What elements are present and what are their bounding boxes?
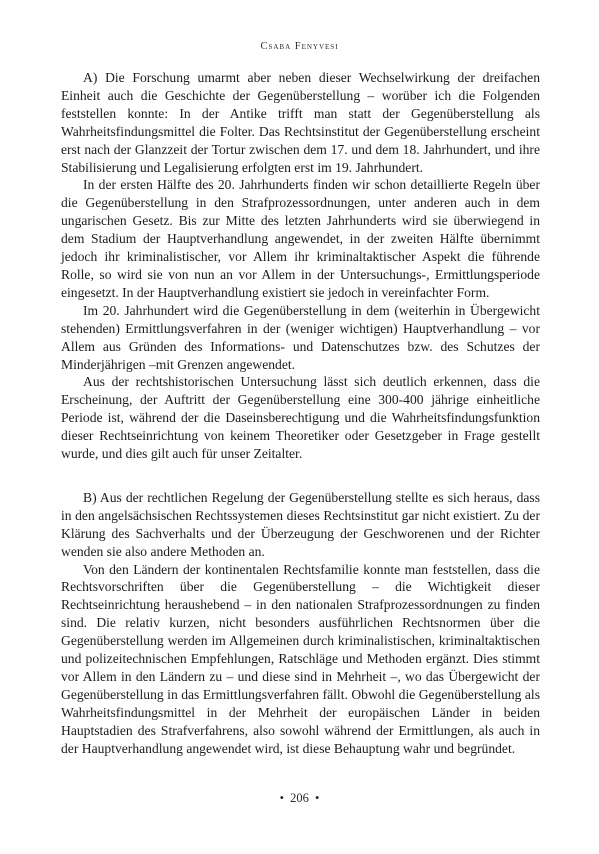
paragraph-a3: Im 20. Jahrhundert wird die Gegenüberstellung in dem (weiterhin in Übergewicht stehenden) Ermittlungsverfahren in der (weniger wichtigen) Hauptverhandlung – vor Allem aus Gründen des Informations- und Datenschutzes bzw. des Schutzes der Minderjährigen –mit Grenzen angewendet. xyxy=(61,302,540,372)
body-text xyxy=(61,69,540,758)
paragraph-b1: B) Aus der rechtlichen Regelung der Gegenüberstellung stellte es sich heraus, dass in den angelsächsischen Rechtssystemen dieses Rechtsinstitut gar nicht existiert. Zu der Klärung des Sachverhalts und der Überzeugung der Geschworenen und der Richter wenden sie also andere Methoden an. xyxy=(61,489,540,559)
paragraph-a2: In der ersten Hälfte des 20. Jahrhunderts finden wir schon detaillierte Regeln über die Gegenüberstellung in den Strafprozessordnungen, unter anderen auch in dem ungarischen Gesetz. Bis zur Mitte des letzten Jahrhunderts wird sie überwiegend in dem Stadium der Hauptverhandlung angewendet, in der zweiten Hälfte übernimmt jedoch ihr kriminalistischer, vor Allem ihr kriminaltaktischer Aspekt die führende Rolle, so wird sie von nun an vor Allem in der Untersuchungs-, Ermittlungsperiode eingesetzt. In der Hauptverhandlung existiert sie jedoch in vereinfachter Form. xyxy=(61,177,540,300)
page-number: • 206 • xyxy=(279,791,320,805)
paragraph-a4: Aus der rechtshistorischen Untersuchung lässt sich deutlich erkennen, dass die Erscheinung, der Auftritt der Gegenüberstellung eine 300-400 jährige einheitliche Periode ist, während der die Daseinsberechtigung und die Wahrheitsfindungsfunktion dieser Rechtseinrichtung von keinem Theoretiker oder Gesetzgeber in Frage gestellt wurde, und dies gilt auch für unser Zeitalter. xyxy=(61,374,540,462)
paragraph-b2: Von den Ländern der kontinentalen Rechtsfamilie konnte man feststellen, dass die Rechtsvorschriften über die Gegenüberstellung – die Wichtigkeit dieser Rechtseinrichtung heraushebend – in den nationalen Strafprozessordnungen zu finden sind. Die relativ kurzen, nicht besonders ausführlichen Rechtsnormen über die Gegenüberstellung werden im Allgemeinen durch kriminalistischen, kriminaltaktischen und polizeitechnischen Empfehlungen, Ratschläge und Methoden ergänzt. Dies stimmt vor Allem in den Ländern zu – und diese sind in Mehrheit –, wo das Übergewicht der Gegenüberstellung in das Ermittlungsverfahren fällt. Obwohl die Gegenüberstellung als Wahrheitsfindungsmittel in der Mehrheit der europäischen Länder in beiden Hauptstadien des Strafverfahrens, also sowohl während der Ermittlungen, als auch in der Hauptverhandlung angewendet wird, ist diese Behauptung wahr und begründet. xyxy=(61,561,540,756)
running-head: Csaba Fenyvesi xyxy=(260,41,339,52)
paragraph-a1: A) Die Forschung umarmt aber neben dieser Wechselwirkung der dreifachen Einheit auch die Geschichte der Gegenüberstellung – worüber ich die Folgenden feststellen konnte: In der Antike trifft man statt der Gegenüberstellung als Wahrheitsfindungsmittel die Folter. Das Rechtsinstitut der Gegenüberstellung erscheint erst nach der Glanzzeit der Tortur zwischen dem 17. und dem 18. Jahrhundert, und ihre Stabilisierung und Legalisierung erfolgten erst im 19. Jahrhundert. xyxy=(61,70,540,175)
section-gap xyxy=(61,463,540,489)
